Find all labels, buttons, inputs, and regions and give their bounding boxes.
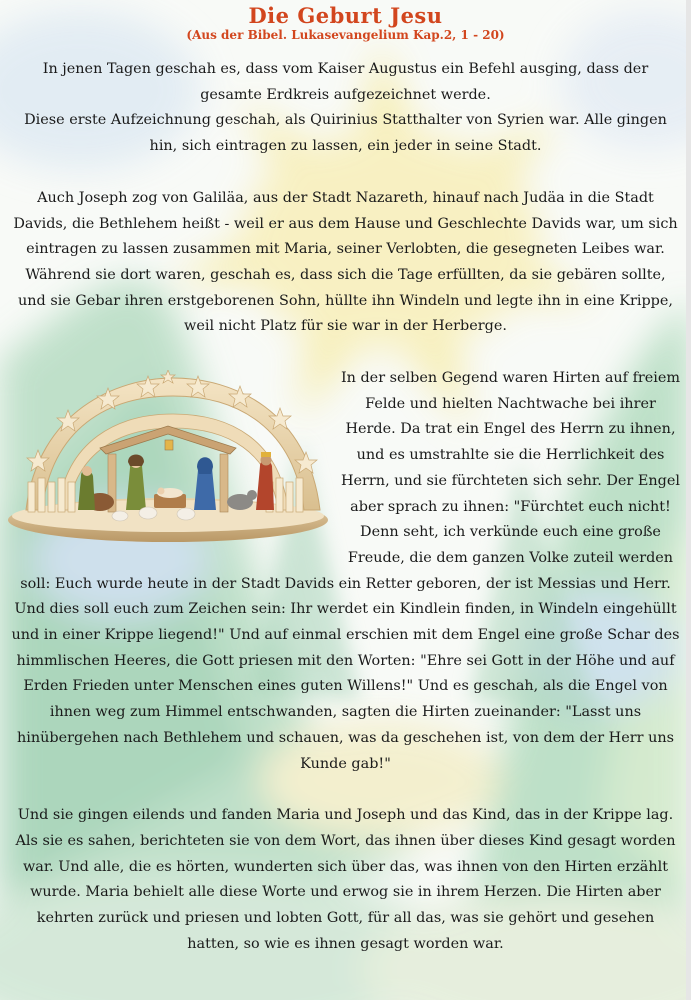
page-title: Die Geburt Jesu: [248, 3, 443, 28]
paragraph-4: In der selben Gegend waren Hirten auf freiem Felde und hielten Nachtwache bei ihrer Herde. Da trat ein Engel des Herrn zu ihnen, und es umstrahlte sie die Herrlichkeit des Herrn, und sie fürchteten sich sehr. Der Engel aber sprach zu ihnen: "Fürchtet euch nicht! Denn seht, ich verkünde euch eine große Freude, die dem ganzen Volke zuteil werden soll: Euch wurde heute in der Stadt Davids ein Retter geboren, der ist Messias und Herr. Und dies soll euch zum Zeichen sein: Ihr werdet ein Kindlein finden, in Windeln eingehüllt und in einer Krippe liegend!" Und auf einmal erschien mit dem Engel eine große Schar des himmlischen Heeres, die Gott priesen mit den Worten: "Ehre sei Gott in der Höhe und auf Erden Frieden unter Menschen eines guten Willens!" Und es geschah, als die Engel von ihnen weg zum Himmel entschwanden, sagten die Hirten zueinander: "Lasst uns hinübergehen nach Bethlehem und schauen, was da geschehen ist, von dem der Herr uns Kunde gab!": [11, 370, 681, 772]
story-text: [10, 57, 681, 958]
paragraph-1: In jenen Tagen geschah es, dass vom Kaiser Augustus ein Befehl ausging, dass der gesamte Erdkreis aufgezeichnet werde.: [42, 61, 649, 103]
page-subtitle: (Aus der Bibel. Lukasevangelium Kap.2, 1 - 20): [186, 28, 505, 42]
paragraph-2: Diese erste Aufzeichnung geschah, als Quirinius Statthalter von Syrien war. Alle gingen hin, sich eintragen zu lassen, ein jeder in seine Stadt.: [24, 112, 667, 155]
paragraph-3: Auch Joseph zog von Galiläa, aus der Stadt Nazareth, hinauf nach Judäa in die Stadt Davids, die Bethlehem heißt - weil er aus dem Hause und Geschlechte Davids war, um sich eintragen zu lassen zusammen mit Maria, seiner Verlobten, die gesegneten Leibes war. Während sie dort waren, geschah es, dass sich die Tage erfüllten, da sie gebären sollte, und sie Gebar ihren erstgeborenen Sohn, hüllte ihn Windeln und legte ihn in eine Krippe, weil nicht Platz für sie war in der Herberge.: [13, 189, 678, 335]
paragraph-5: Und sie gingen eilends und fanden Maria und Joseph und das Kind, das in der Krippe lag. Als sie es sahen, berichteten sie von dem Wort, das ihnen über dieses Kind gesagt worden war. Und alle, die es hörten, wunderten sich über das, was ihnen von den Hirten erzählt wurde. Maria behielt alle diese Worte und erwog sie in ihrem Herzen. Die Hirten aber kehrten zurück und priesen und lobten Gott, für all das, was sie gehört und gesehen hatten, so wie es ihnen gesagt worden war.: [15, 807, 676, 952]
nativity-image: [8, 370, 330, 545]
